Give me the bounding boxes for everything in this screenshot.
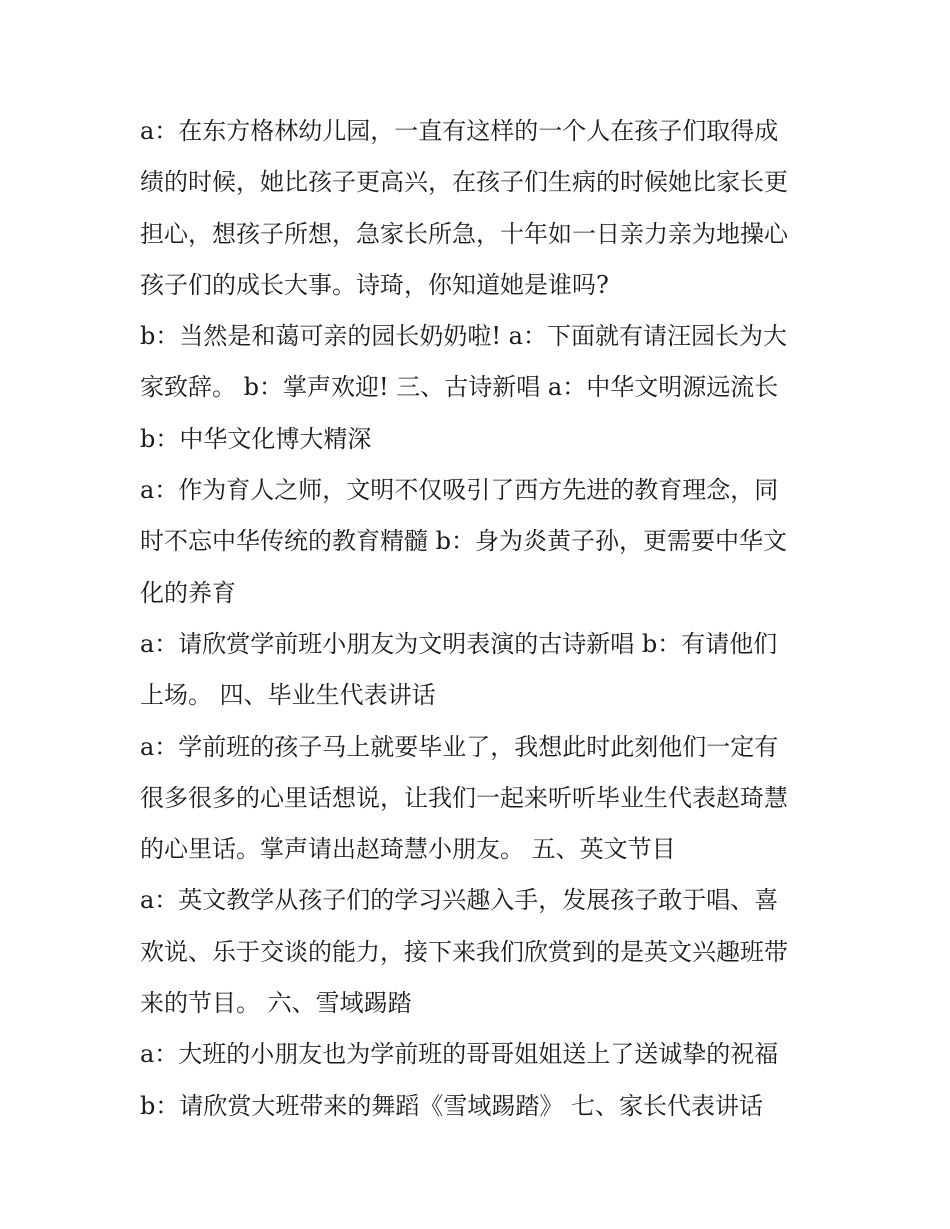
text-line: a：大班的小朋友也为学前班的哥哥姐姐送上了送诚挚的祝福 [140,1040,779,1069]
text-line: 绩的时候，她比孩子更高兴，在孩子们生病的时候她比家长更 [140,168,788,197]
text-line: 欢说、乐于交谈的能力，接下来我们欣赏到的是英文兴趣班带 [140,937,788,966]
text-line: 孩子们的成长大事。诗琦，你知道她是谁吗? [140,270,609,299]
text-line: a：作为育人之师，文明不仅吸引了西方先进的教育理念，同 [140,476,779,505]
text-line: 的心里话。掌声请出赵琦慧小朋友。 五、英文节目 [140,835,676,864]
text-line: 担心，想孩子所想，急家长所急，十年如一日亲力亲为地操心 [140,219,788,248]
text-line: 上场。 四、毕业生代表讲话 [140,681,436,710]
text-line: a：请欣赏学前班小朋友为文明表演的古诗新唱 b：有请他们 [140,629,778,658]
text-line: 时不忘中华传统的教育精髓 b：身为炎黄子孙，更需要中华文 [140,527,787,556]
text-line: b：请欣赏大班带来的舞蹈《雪域踢踏》 七、家长代表讲话 [140,1091,763,1120]
text-line: a：英文教学从孩子们的学习兴趣入手，发展孩子敢于唱、喜 [140,886,779,915]
text-line: 很多很多的心里话想说，让我们一起来听听毕业生代表赵琦慧 [140,783,788,812]
text-line: 来的节目。 六、雪域踢踏 [140,989,412,1018]
text-line: 家致辞。 b：掌声欢迎! 三、古诗新唱 a：中华文明源远流长 [140,373,779,402]
document-body [140,106,820,1132]
text-line: b：中华文化博大精深 [140,424,372,453]
text-line: 化的养育 [140,578,236,607]
text-line: b：当然是和蔼可亲的园长奶奶啦! a：下面就有请汪园长为大 [140,322,787,351]
text-line: a：在东方格林幼儿园，一直有这样的一个人在孩子们取得成 [140,117,779,145]
text-line: a：学前班的孩子马上就要毕业了，我想此时此刻他们一定有 [140,732,779,761]
